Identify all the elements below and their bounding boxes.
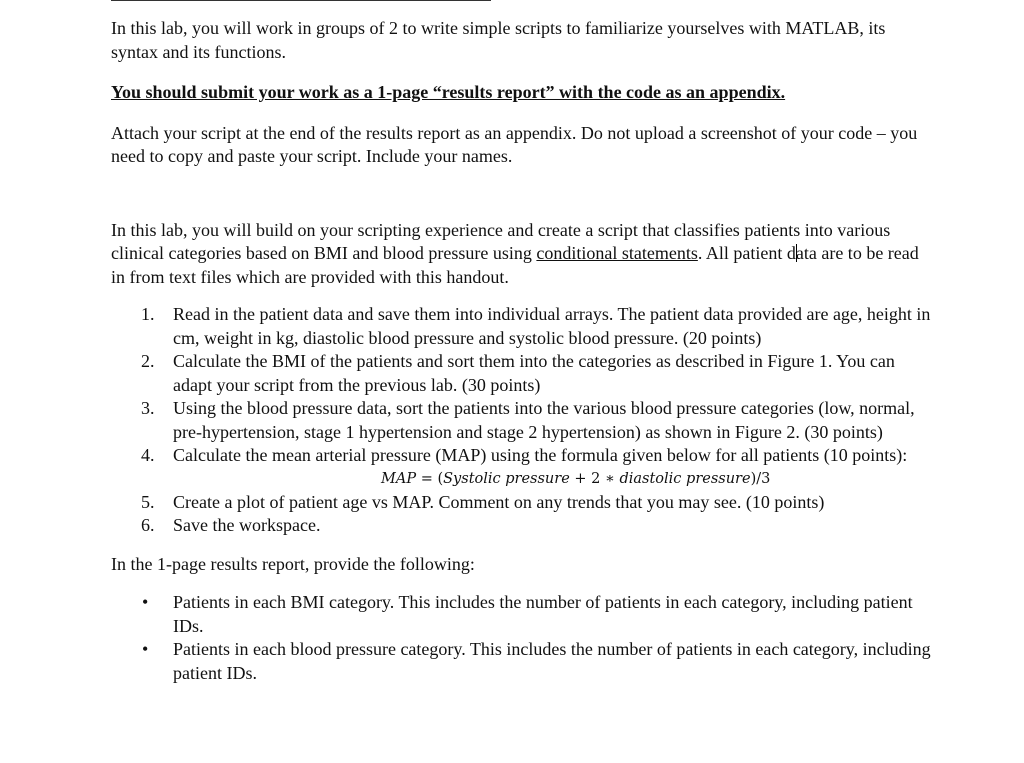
formula-equals: = (420, 470, 433, 487)
document-page (111, 17, 931, 685)
task-number: 5. (141, 491, 155, 512)
task-item (111, 303, 931, 350)
task-text: Using the blood pressure data, sort the patients into the various blood pressure categories (low, normal, pre-hypertension, stage 1 hypertension and stage 2 hypertension) as shown in Figure 2. (30 points) (173, 398, 915, 442)
formula-close: )/3 (750, 470, 771, 487)
formula-lhs: MAP (381, 470, 417, 487)
formula-diastolic-term: diastolic pressure (619, 470, 751, 487)
report-requirement-text: Patients in each blood pressure category. This includes the number of patients in each category, including patient IDs. (173, 639, 931, 683)
submission-instructions: You should submit your work as a 1-page “results report” with the code as an appendix. (111, 82, 786, 102)
report-requirement-text: Patients in each BMI category. This includes the number of patients in each category, including patient IDs. (173, 592, 913, 636)
task-item (111, 444, 931, 491)
bullet-icon: • (142, 592, 149, 612)
report-requirement-item (111, 638, 931, 685)
top-rule (111, 0, 491, 1)
lab-description-text-3: ata are to be read in from text files which are provided with this handout. (111, 243, 919, 287)
task-item (111, 350, 931, 397)
formula-times: ∗ (605, 470, 615, 487)
report-requirement-item (111, 591, 931, 638)
task-number: 1. (141, 304, 155, 324)
intro-paragraph: In this lab, you will work in groups of 2 to write simple scripts to familiarize yourselves with MATLAB, its syntax and its functions. (111, 18, 886, 62)
task-item (111, 491, 931, 515)
task-text: Create a plot of patient age vs MAP. Comment on any trends that you may see. (10 points) (173, 491, 825, 512)
report-requirements-list (111, 591, 931, 685)
lab-description-text: In this lab, you will build on your scripting experience and create a script that classifies patients into various clinical categories based on BMI and blood pressure using (111, 219, 891, 263)
task-list (111, 303, 931, 538)
lab-description (111, 219, 931, 290)
formula-open-paren: ( (437, 470, 444, 487)
lab-description-text-2: . All patient d (697, 243, 796, 263)
map-formula (173, 468, 931, 491)
conditional-statements-link[interactable]: conditional statements (536, 243, 698, 263)
report-intro: In the 1-page results report, provide the following: (111, 553, 475, 574)
bullet-icon: • (142, 639, 149, 659)
task-number: 6. (141, 515, 155, 535)
task-text: Read in the patient data and save them into individual arrays. The patient data provided are age, height in cm, weight in kg, diastolic blood pressure and systolic blood pressure. (20 points) (173, 304, 931, 348)
appendix-instructions: Attach your script at the end of the results report as an appendix. Do not upload a screenshot of your code – you need to copy and paste your script. Include your names. (111, 122, 918, 166)
formula-coefficient: 2 (591, 470, 601, 487)
task-number: 3. (141, 398, 155, 418)
formula-plus: + (574, 470, 587, 487)
task-text: Save the workspace. (173, 515, 321, 535)
task-text: Calculate the mean arterial pressure (MAP) using the formula given below for all patients (10 points): (173, 445, 908, 465)
task-number: 4. (141, 445, 155, 465)
task-item (111, 397, 931, 444)
formula-systolic-term: Systolic pressure (443, 470, 570, 487)
task-item (111, 514, 931, 538)
task-number: 2. (141, 351, 155, 371)
task-text: Calculate the BMI of the patients and sort them into the categories as described in Figure 1. You can adapt your script from the previous lab. (30 points) (173, 351, 895, 395)
